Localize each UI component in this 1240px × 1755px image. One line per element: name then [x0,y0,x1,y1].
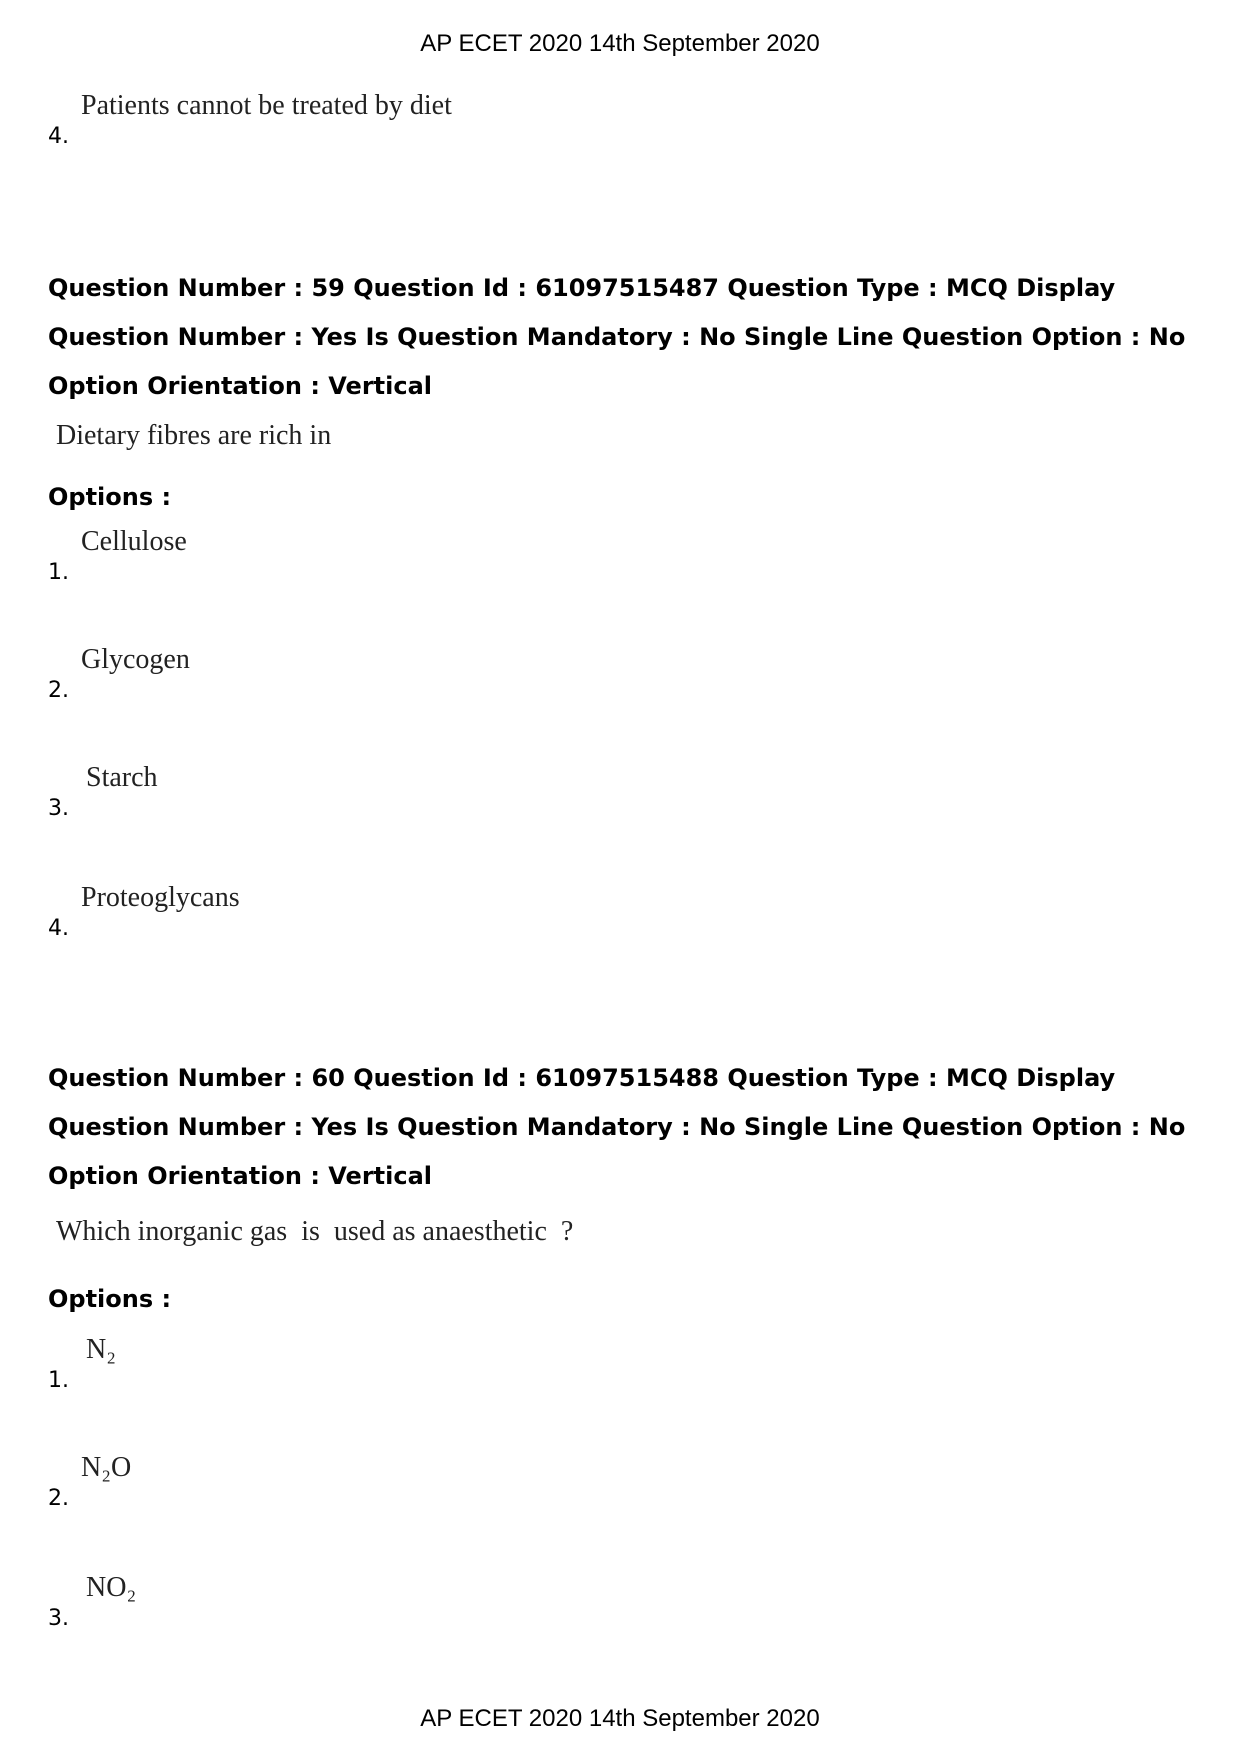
option-text: NO₂ [86,1572,137,1603]
options-label: Options : [48,1285,172,1313]
option-number: 3. [48,1606,69,1631]
option-number: 2. [48,678,69,703]
option-text: N₂O [81,1452,132,1483]
option-text: Patients cannot be treated by diet [81,90,452,121]
option-number: 2. [48,1486,69,1511]
option-item [48,1334,748,1394]
option-text: Proteoglycans [81,882,240,913]
option-number: 1. [48,1368,69,1393]
option-text: Cellulose [81,526,187,557]
option-item [48,1452,748,1512]
option-number: 4. [48,916,69,941]
page-footer: AP ECET 2020 14th September 2020 [420,1705,820,1732]
option-item [48,644,748,704]
option-item [48,882,748,942]
options-label: Options : [48,483,172,511]
option-item [48,762,748,822]
option-text: N₂ [86,1334,116,1365]
option-number: 4. [48,124,69,149]
question-text: Which inorganic gas is used as anaesthetic ? [56,1216,574,1247]
option-text: Starch [86,762,158,793]
option-number: 3. [48,796,69,821]
option-item [48,1572,748,1632]
option-item [48,90,748,150]
page-header: AP ECET 2020 14th September 2020 [420,30,820,57]
question-text: Dietary fibres are rich in [56,420,332,451]
option-number: 1. [48,560,69,585]
option-item [48,526,748,586]
question-meta: Question Number : 59 Question Id : 61097515487 Question Type : MCQ Display Question Number : Yes Is Question Mandatory : No Single Line Question Option : No Option Orientation : Vertical [48,274,1186,400]
option-text: Glycogen [81,644,190,675]
question-meta: Question Number : 60 Question Id : 61097515488 Question Type : MCQ Display Question Number : Yes Is Question Mandatory : No Single Line Question Option : No Option Orientation : Vertical [48,1064,1186,1190]
